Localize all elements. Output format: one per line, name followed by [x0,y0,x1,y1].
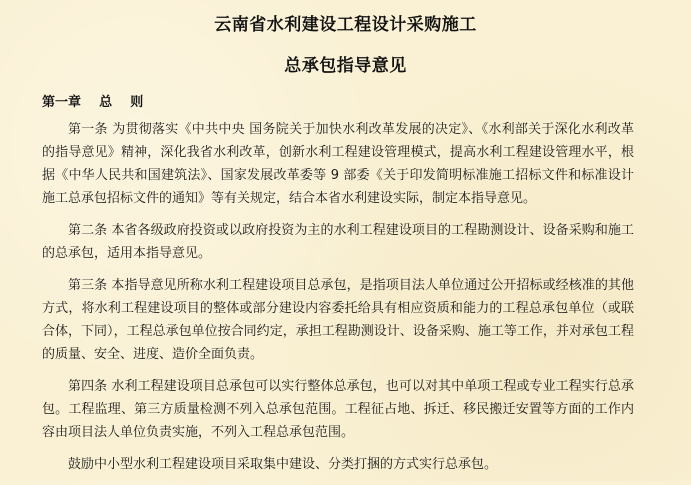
article-3-paragraph: 第三条 本指导意见所称水利工程建设项目总承包，是指项目法人单位通过公开招标或经核准的其他方式，将水利工程建设项目的整体或部分建设内容委托给具有相应资质和能力的工程总承包单位（或联合体，下同），工程总承包单位按合同约定，承担工程勘测设计、设备采购、施工等工作，并对承包工程的质量、安全、进度、造价全面负责。 [42,278,634,362]
document-subtitle: 总承包指导意见 [284,56,407,76]
chapter-heading: 第一章 总 则 [42,95,144,110]
article-2-paragraph: 第二条 本省各级政府投资或以政府投资为主的水利工程建设项目的工程勘测设计、设备采购和施工的总承包，适用本指导意见。 [42,223,634,261]
document-title: 云南省水利建设工程设计采购施工 [214,15,477,35]
article-1-paragraph: 第一条 为贯彻落实《中共中央 国务院关于加快水利改革发展的决定》、《水利部关于深化水利改革的指导意见》精神，深化我省水利改革，创新水利工程建设管理模式，提高水利工程建设管理水平，根据《中华人民共和国建筑法》、国家发展改革委等 9 部委《关于印发简明标准施工招标文件和标准设计施工总承包招标文件的通知》等有关规定，结合本省水利建设实际，制定本指导意见。 [42,122,634,206]
article-4-extra-paragraph: 鼓励中小型水利工程建设项目采取集中建设、分类打捆的方式实行总承包。 [68,457,498,472]
document-body [42,118,634,485]
article-4-paragraph: 第四条 水利工程建设项目总承包可以实行整体总承包，也可以对其中单项工程或专业工程实行总承包。工程监理、第三方质量检测不列入总承包范围。工程征占地、拆迁、移民搬迁安置等方面的工作内容由项目法人单位负责实施，不列入工程总承包范围。 [42,379,634,440]
